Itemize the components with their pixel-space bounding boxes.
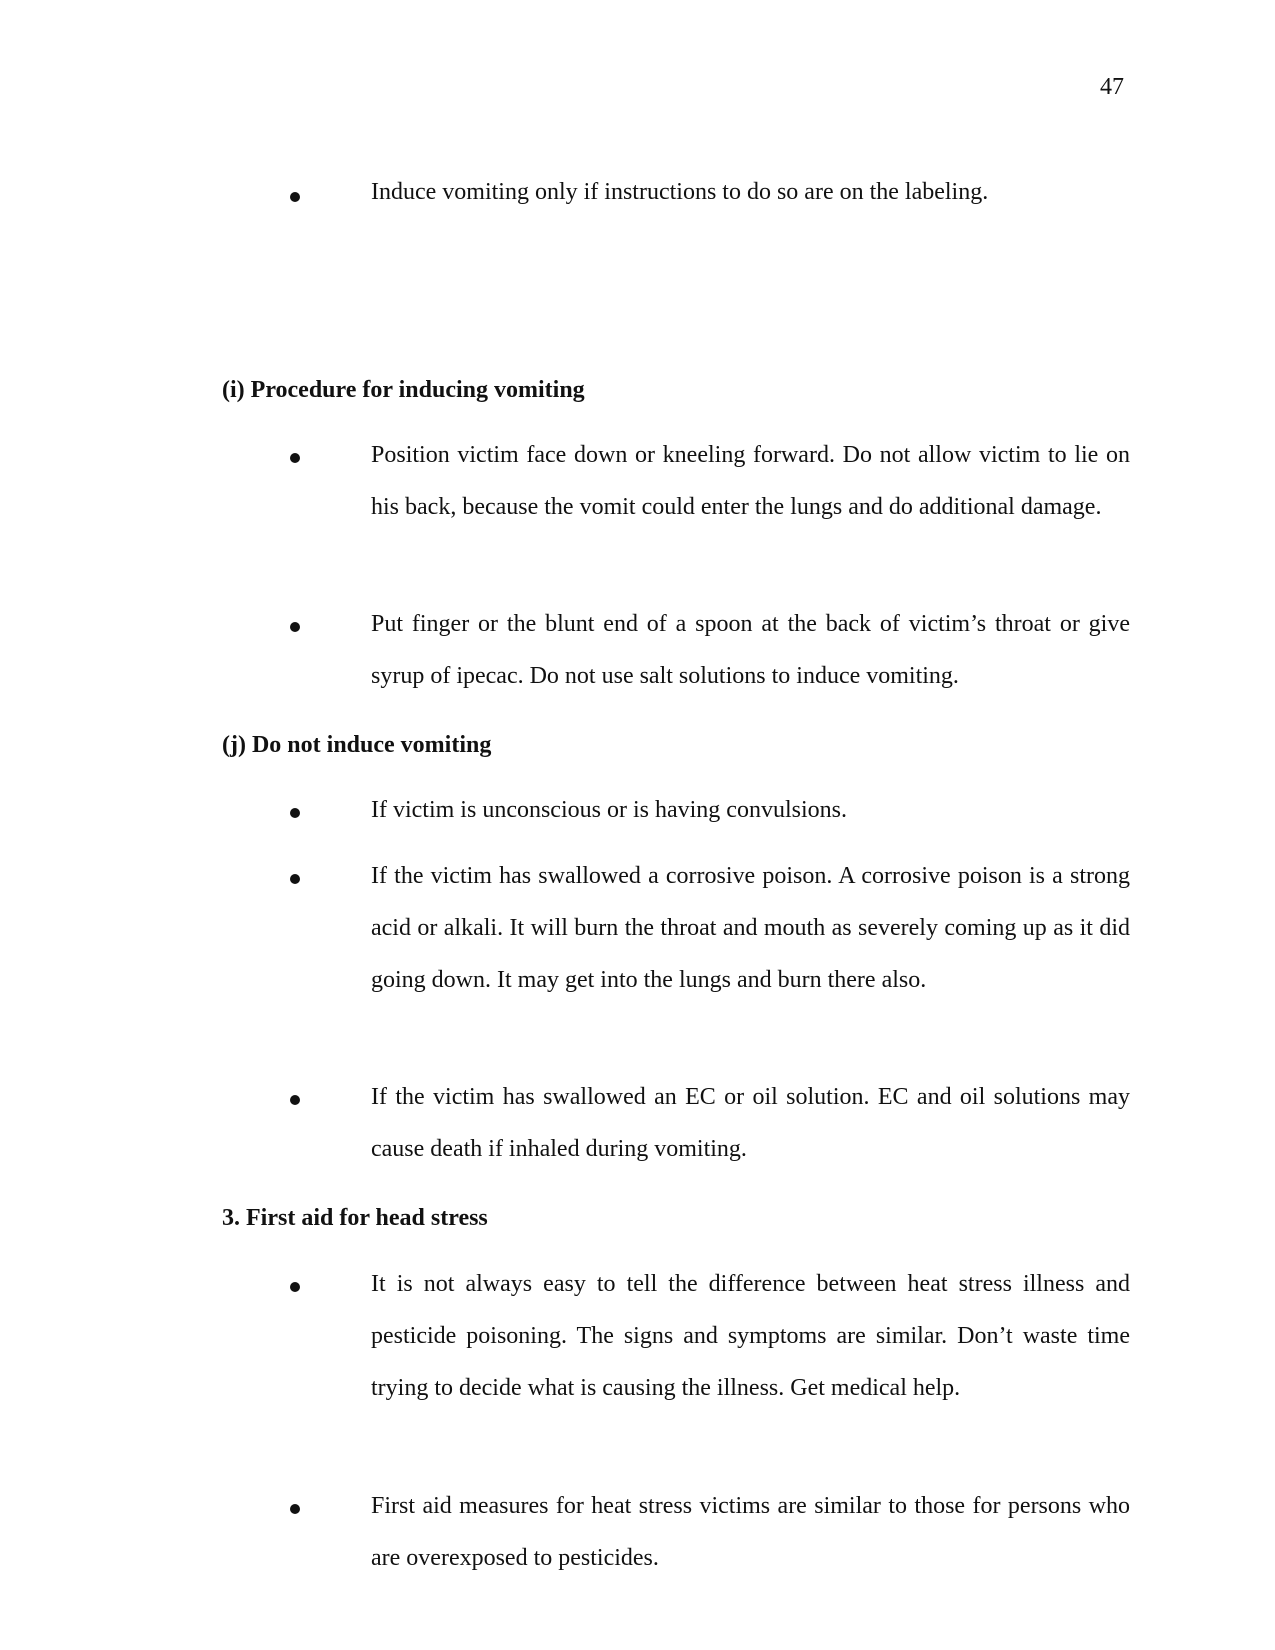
list-item-text: Put finger or the blunt end of a spoon at the back of victim’s throat or give syrup of ipecac. Do not use salt solutions to induce vomiting. <box>371 611 1130 689</box>
bullet-dot-icon <box>290 192 300 202</box>
page-number: 47 <box>1100 74 1124 100</box>
list-item-text: If the victim has swallowed a corrosive poison. A corrosive poison is a strong acid or alkali. It will burn the throat and mouth as severely coming up as it did going down. It may get into the lungs and burn there also. <box>371 863 1130 993</box>
section-heading: (j) Do not induce vomiting <box>222 732 492 758</box>
list-item-text: First aid measures for heat stress victims are similar to those for persons who are overexposed to pesticides. <box>371 1493 1130 1571</box>
bullet-dot-icon <box>290 1095 300 1105</box>
list-item-text: Position victim face down or kneeling forward. Do not allow victim to lie on his back, because the vomit could enter the lungs and do additional damage. <box>371 442 1130 520</box>
section-heading: 3. First aid for head stress <box>222 1205 488 1231</box>
list-item-text: If the victim has swallowed an EC or oil solution. EC and oil solutions may cause death if inhaled during vomiting. <box>371 1084 1130 1162</box>
list-item-text: If victim is unconscious or is having convulsions. <box>371 797 847 823</box>
bullet-dot-icon <box>290 874 300 884</box>
section-heading: (i) Procedure for inducing vomiting <box>222 377 585 403</box>
bullet-dot-icon <box>290 1282 300 1292</box>
list-item-text: It is not always easy to tell the difference between heat stress illness and pesticide poisoning. The signs and symptoms are similar. Don’t waste time trying to decide what is causing the illness. Get medical help. <box>371 1271 1130 1401</box>
bullet-dot-icon <box>290 453 300 463</box>
bullet-dot-icon <box>290 622 300 632</box>
bullet-dot-icon <box>290 808 300 818</box>
list-item-text: Induce vomiting only if instructions to do so are on the labeling. <box>371 179 989 205</box>
bullet-dot-icon <box>290 1504 300 1514</box>
